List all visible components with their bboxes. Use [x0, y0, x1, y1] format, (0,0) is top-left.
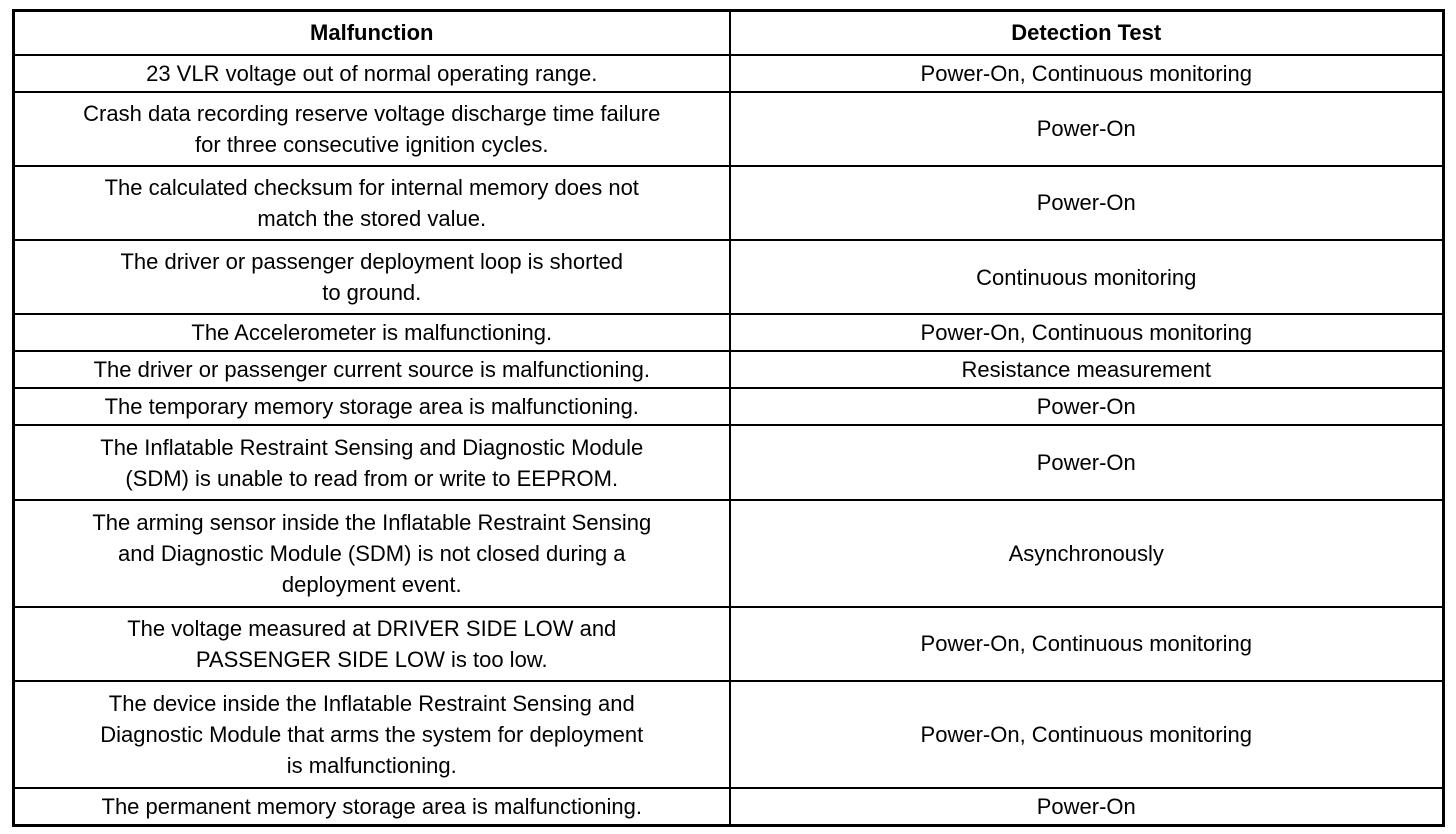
malfunction-cell: The voltage measured at DRIVER SIDE LOW and PASSENGER SIDE LOW is too low.	[14, 607, 730, 681]
detection-test-cell: Power-On	[730, 425, 1444, 499]
detection-test-cell: Power-On, Continuous monitoring	[730, 314, 1444, 351]
malfunction-cell: The driver or passenger current source is malfunctioning.	[14, 351, 730, 388]
table-row	[14, 607, 1444, 681]
detection-test-cell: Power-On	[730, 92, 1444, 166]
detection-test-cell: Continuous monitoring	[730, 240, 1444, 314]
table-row	[14, 500, 1444, 607]
table-row	[14, 166, 1444, 240]
table-row	[14, 388, 1444, 425]
detection-test-cell: Power-On	[730, 166, 1444, 240]
header-detection-test: Detection Test	[730, 11, 1444, 55]
malfunction-cell: The temporary memory storage area is malfunctioning.	[14, 388, 730, 425]
table-row	[14, 314, 1444, 351]
detection-test-cell: Power-On, Continuous monitoring	[730, 55, 1444, 92]
table-row	[14, 240, 1444, 314]
detection-test-cell: Power-On	[730, 388, 1444, 425]
header-malfunction: Malfunction	[14, 11, 730, 55]
malfunction-cell: Crash data recording reserve voltage discharge time failure for three consecutive ignition cycles.	[14, 92, 730, 166]
detection-test-cell: Asynchronously	[730, 500, 1444, 607]
malfunction-detection-table	[12, 9, 1445, 827]
table-row	[14, 425, 1444, 499]
malfunction-cell: The device inside the Inflatable Restraint Sensing and Diagnostic Module that arms the system for deployment is malfunctioning.	[14, 681, 730, 788]
table-row	[14, 788, 1444, 825]
table-row	[14, 681, 1444, 788]
malfunction-cell: The calculated checksum for internal memory does not match the stored value.	[14, 166, 730, 240]
malfunction-cell: The Inflatable Restraint Sensing and Diagnostic Module (SDM) is unable to read from or write to EEPROM.	[14, 425, 730, 499]
malfunction-cell: The permanent memory storage area is malfunctioning.	[14, 788, 730, 825]
malfunction-cell: The arming sensor inside the Inflatable Restraint Sensing and Diagnostic Module (SDM) is not closed during a deployment event.	[14, 500, 730, 607]
malfunction-cell: The driver or passenger deployment loop is shorted to ground.	[14, 240, 730, 314]
detection-test-cell: Power-On, Continuous monitoring	[730, 607, 1444, 681]
table-row	[14, 351, 1444, 388]
detection-test-cell: Resistance measurement	[730, 351, 1444, 388]
table-header-row	[14, 11, 1444, 55]
table-row	[14, 55, 1444, 92]
detection-test-cell: Power-On	[730, 788, 1444, 825]
detection-test-cell: Power-On, Continuous monitoring	[730, 681, 1444, 788]
table-row	[14, 92, 1444, 166]
malfunction-cell: The Accelerometer is malfunctioning.	[14, 314, 730, 351]
malfunction-cell: 23 VLR voltage out of normal operating range.	[14, 55, 730, 92]
